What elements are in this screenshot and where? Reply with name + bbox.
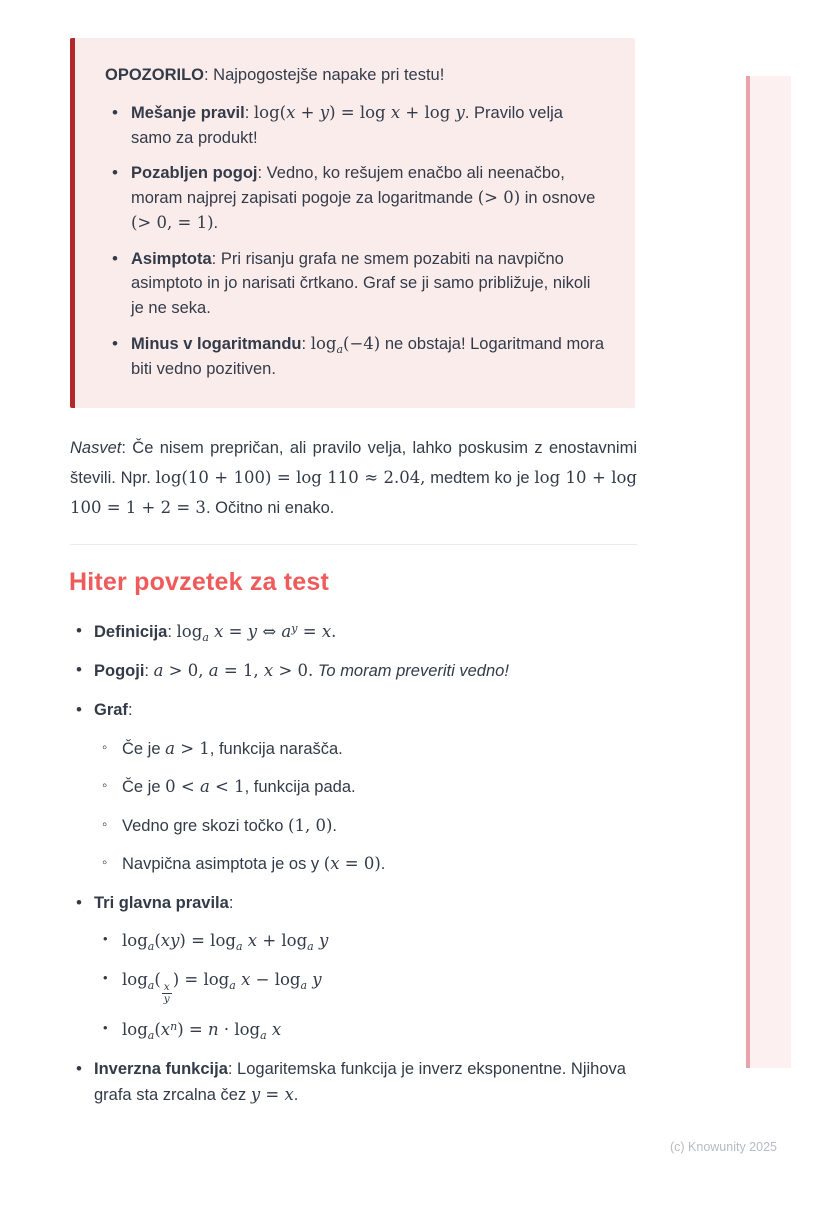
math-expression: $\log_a(xy) = \log_a x + \log_a y$: [122, 931, 329, 954]
math-expression: a > 1: [165, 738, 210, 758]
item-label: Asimptota: [131, 249, 212, 268]
item-label: Inverzna funkcija: [94, 1059, 228, 1078]
math-expression: a > 0, a = 1, x > 0.: [153, 661, 314, 681]
item-label: Tri glavna pravila: [94, 893, 229, 912]
list-item: • Tri glavna pravila: • $\log_a(xy) = \log_a x + \log_a y$ • $\log_a$( $\frac{x}{y}$ ) = $\log_a x - \log_a y$ • $\log_a(x^n) = n \cdot \log_a x$: [70, 891, 637, 1044]
document-page: [0, 38, 828, 1209]
summary-heading: Hiter povzetek za test: [69, 568, 330, 597]
fraction: $\frac{x}{y}$: [163, 980, 170, 1005]
list-item: • Graf: ◦ Če je a > 1, funkcija narašča. ◦ Če je 0 < a < 1, funkcija pada. ◦ Vedno gre skozi točko (1, 0). ◦ Navpična asimptota je os y (x = 0).: [70, 698, 637, 878]
sub-list: [94, 928, 637, 1043]
item-label: Minus v logaritmandu: [131, 334, 302, 353]
footer-credit: (c) Knowunity 2025: [669, 1140, 777, 1154]
math-expression: log(x + y) = log x + log y: [253, 102, 465, 122]
list-item: ◦ Če je a > 1, funkcija narašča.: [94, 736, 637, 763]
list-item: • Pozabljen pogoj: Vedno, ko rešujem enačbo ali neenačbo, moram najprej zapisati pogoje za logaritmande (> 0) in osnove (> 0, = 1).: [105, 161, 607, 235]
list-item: • Pogoji: a > 0, a = 1, x > 0. To moram preveriti vedno!: [70, 658, 637, 685]
math-expression: (x = 0): [323, 854, 381, 874]
item-label: Pozabljen pogoj: [131, 164, 258, 183]
list-item: • Mešanje pravil: log(x + y) = log x + log y. Pravilo velja samo za produkt!: [105, 101, 607, 151]
math-expression: 0 < a < 1: [165, 777, 245, 797]
list-item: • Minus v logaritmandu: $\log_a(-4)$ ne obstaja! Logaritmand mora biti vedno pozitiven.: [105, 332, 607, 382]
section-divider: [70, 544, 637, 545]
math-expression: y = x: [250, 1085, 294, 1105]
sub-list: [94, 736, 637, 878]
italic-text: Nasvet: [70, 439, 122, 458]
math-expression: $\log_a$( $\frac{x}{y}$ ) = $\log_a x - \log_a y$: [122, 969, 322, 1005]
warning-list: [105, 101, 607, 382]
list-item: [94, 1017, 637, 1044]
math-expression: (1, 0): [288, 815, 333, 835]
math-expression: $\log_a(-4)$: [310, 333, 381, 356]
math-expression: log(10 + 100) = log 110 ≈ 2.04,: [155, 468, 426, 488]
italic-text: To moram preveriti vedno!: [313, 662, 509, 681]
warning-box: [70, 38, 635, 408]
list-item: [94, 928, 637, 955]
warning-title-bold: OPOZORILO: [105, 66, 204, 84]
item-label: Pogoji: [94, 662, 145, 681]
math-expression: $\log_a x = y$ ⇔ $a^y = x$.: [176, 621, 337, 644]
item-label: Mešanje pravil: [131, 103, 245, 122]
list-item: [94, 967, 637, 1005]
math-expression: log 10 + log 100 = 1 + 2 = 3: [70, 468, 637, 518]
side-strip: [746, 76, 791, 1068]
summary-list: [70, 619, 637, 1109]
math-expression: (> 0, = 1): [131, 212, 214, 232]
tip-paragraph: Nasvet: Če nisem prepričan, ali pravilo velja, lahko poskusim z enostavnimi števili. Npr. log(10 + 100) = log 110 ≈ 2.04, medtem ko je log 10 + log 100 = 1 + 2 = 3. Očitno ni enako.: [70, 439, 637, 518]
list-item: ◦ Navpična asimptota je os y (x = 0).: [94, 851, 637, 878]
warning-title: [105, 63, 607, 88]
list-item: ◦ Vedno gre skozi točko (1, 0).: [94, 813, 637, 840]
warning-title-rest: : Najpogostejše napake pri testu!: [204, 66, 445, 84]
item-label: Definicija: [94, 622, 168, 641]
list-item: • Asimptota: Pri risanju grafa ne smem pozabiti na navpično asimptoto in jo narisati črtkano. Graf se ji samo približuje, nikoli je ne seka.: [105, 247, 607, 321]
math-expression: (> 0): [477, 188, 521, 207]
list-item: ◦ Če je 0 < a < 1, funkcija pada.: [94, 774, 637, 801]
item-label: Graf: [94, 700, 128, 719]
list-item: • Definicija: $\log_a x = y$ ⇔ $a^y = x$.: [70, 619, 637, 646]
math-expression: $\log_a(x^n) = n \cdot \log_a x$: [122, 1019, 282, 1042]
list-item: • Inverzna funkcija: Logaritemska funkcija je inverz eksponentne. Njihova grafa sta zrcalna čez y = x.: [70, 1057, 637, 1109]
